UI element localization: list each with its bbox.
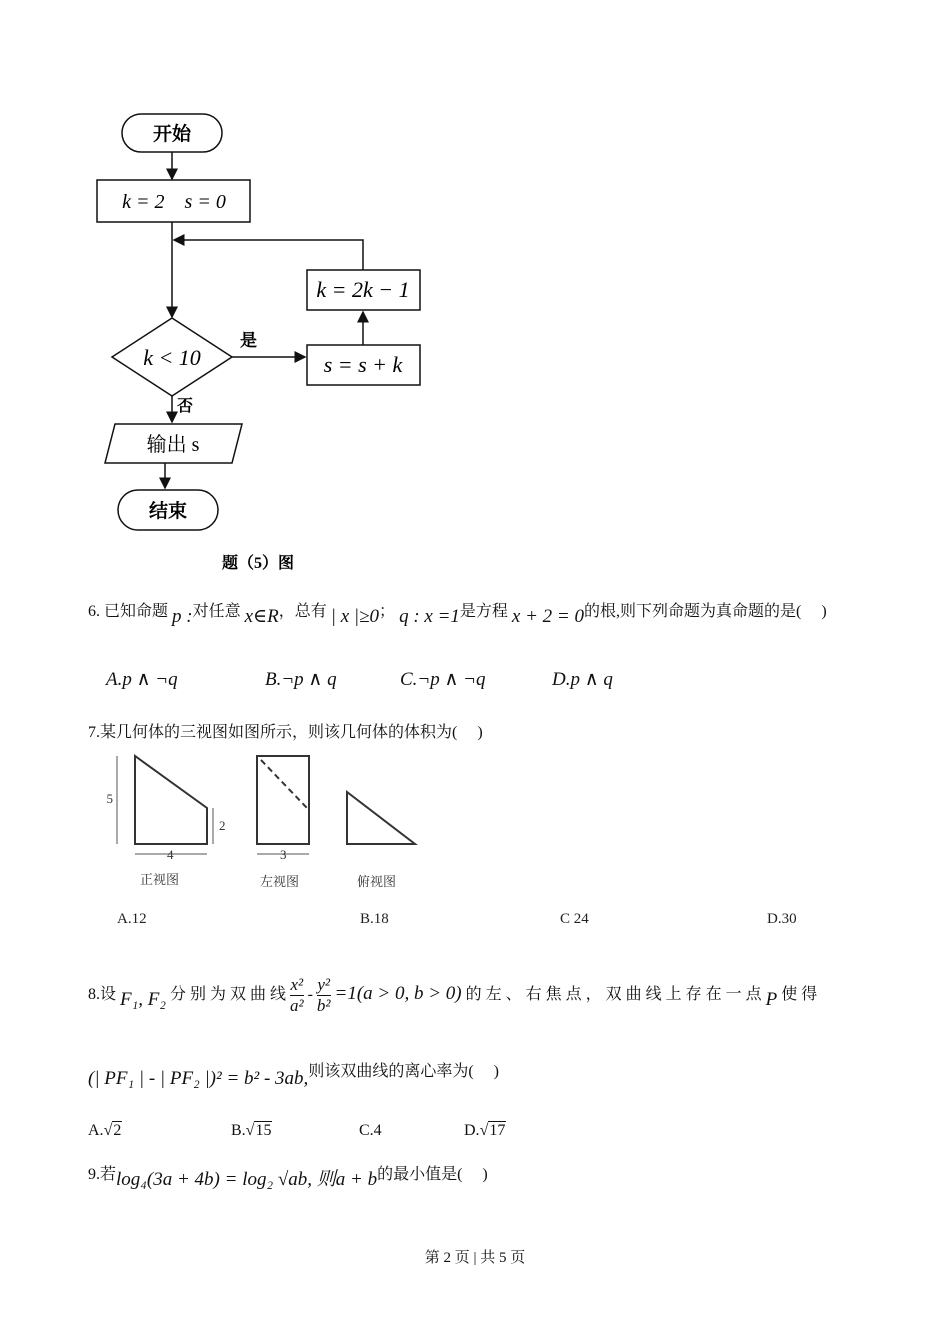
- q8-text: 的 左 、 右 焦 点 ， 双 曲 线 上 存 在 一 点: [465, 986, 762, 1004]
- q8-foci: F₁, F₂: [120, 989, 166, 1011]
- q8-minus: -: [307, 986, 313, 1004]
- numerator: y²: [317, 975, 331, 994]
- update-k-label: k = 2k − 1: [316, 277, 410, 302]
- q8-frac-y: [317, 975, 331, 1016]
- front-view-label: 正视图: [140, 872, 180, 887]
- q9-text: 的最小值是( ): [377, 1166, 488, 1183]
- radicand: 17: [489, 1122, 506, 1139]
- q6-math: x + 2 = 0: [511, 606, 584, 627]
- q6-text: 对任意: [192, 603, 241, 620]
- q6-text: ；: [379, 603, 396, 620]
- q6-text: 是方程: [459, 603, 508, 620]
- q6-p: p :: [172, 606, 193, 627]
- side-view-label: 左视图: [260, 874, 300, 889]
- q6-option-a: A.p ∧ ¬q: [106, 669, 178, 690]
- option-label: D.: [464, 1122, 480, 1139]
- q8-number: 8.设: [88, 986, 117, 1004]
- q6-math: x∈R: [244, 606, 279, 627]
- q9-expression: log₄(3a + 4b) = log₂ √ab, 则a + b: [116, 1169, 378, 1190]
- radicand: 15: [255, 1122, 272, 1139]
- top-view: [347, 792, 415, 844]
- front-view: [135, 756, 207, 844]
- q8-option-c: [359, 1122, 382, 1140]
- q6-option-b: B.¬p ∧ q: [265, 669, 337, 690]
- q6-number: 6. 已知命题: [88, 603, 169, 620]
- yes-label: 是: [240, 331, 257, 350]
- init-label: k = 2 s = 0: [122, 191, 226, 213]
- q8-text: 使 得: [781, 986, 818, 1004]
- three-view-figure: [95, 748, 865, 938]
- q8-equation: =1(a > 0, b > 0): [334, 983, 462, 1005]
- q8-line2: [88, 1063, 499, 1090]
- q8-text: 分 别 为 双 曲 线: [169, 986, 286, 1004]
- option-label: A.: [88, 1122, 104, 1139]
- side-view: [257, 756, 309, 844]
- denominator: a²: [289, 996, 304, 1015]
- q6-math: | x |≥0: [330, 606, 380, 627]
- q6-option-d: D.p ∧ q: [552, 669, 613, 690]
- numerator: x²: [290, 975, 304, 994]
- dim-5: 5: [106, 791, 113, 806]
- question-7: 7.某几何体的三视图如图所示，则该几何体的体积为( ): [88, 724, 483, 741]
- q8-text: 则该双曲线的离心率为( ): [308, 1063, 499, 1080]
- q8-p: P: [765, 989, 778, 1011]
- start-label: 开始: [152, 124, 192, 145]
- q6-text: 的根,则下列命题为真命题的是( ): [584, 603, 827, 620]
- q6-q: q : x =1: [399, 606, 460, 627]
- radicand: 2: [113, 1122, 122, 1139]
- option-label: B.: [231, 1122, 246, 1139]
- top-view-label: 俯视图: [357, 874, 397, 889]
- flowchart: [0, 0, 460, 580]
- q8-option-b: B.√15: [231, 1122, 272, 1139]
- q7-option-c: C 24: [560, 911, 589, 927]
- q6-text: ，总有: [278, 603, 327, 620]
- dim-4: 4: [167, 847, 174, 862]
- q8-option-d: D.√17: [464, 1122, 506, 1139]
- dim-2: 2: [219, 818, 226, 833]
- condition-label: k < 10: [143, 345, 201, 370]
- q7-option-a: A.12: [117, 911, 147, 927]
- question-6: [88, 598, 827, 627]
- end-label: 结束: [148, 501, 188, 522]
- denominator: b²: [316, 996, 331, 1015]
- dim-3: 3: [280, 847, 287, 862]
- no-label: 否: [177, 398, 194, 415]
- output-label: 输出 s: [146, 434, 200, 456]
- q9-number: 9.若: [88, 1166, 117, 1183]
- option-label: C.4: [359, 1122, 382, 1139]
- question-9: [88, 1158, 488, 1190]
- update-s-label: s = s + k: [323, 352, 403, 377]
- q7-option-d: D.30: [767, 911, 797, 927]
- q8-condition: (| PF₁ | - | PF₂ |)² = b² - 3ab,: [88, 1068, 309, 1089]
- q8-option-a: A.√2: [88, 1122, 122, 1139]
- question-8: [88, 975, 868, 1016]
- q6-option-c: C.¬p ∧ ¬q: [400, 669, 486, 690]
- q8-frac-x: [290, 975, 304, 1016]
- q7-option-b: B.18: [360, 911, 389, 927]
- page-footer: 第 2 页 | 共 5 页: [424, 1250, 526, 1266]
- figure-caption: 题（5）图: [222, 555, 295, 572]
